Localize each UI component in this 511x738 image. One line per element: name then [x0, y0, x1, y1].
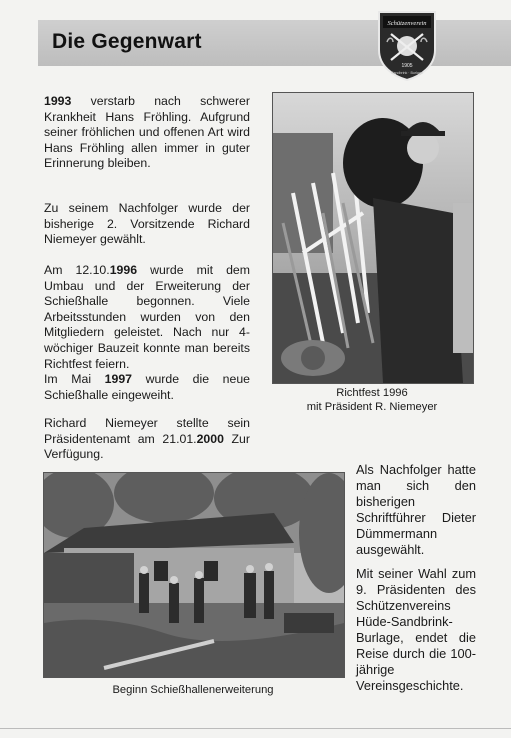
- paragraph-2000-text-b: Zur Verfügung.: [44, 431, 250, 462]
- crest-place: Sandbrink · Burlage: [391, 71, 423, 75]
- paragraph-nachfolger-text: Zu seinem Nachfolger wurde der bisherige 2. Vorsitzende Richard Niemeyer gewählt.: [44, 201, 250, 247]
- year-1996: 1996: [109, 263, 138, 277]
- crest-name: Schützenverein: [387, 20, 427, 27]
- bottom-rule: [0, 728, 511, 729]
- paragraph-1997-text-d: wurde die neue Schießhalle eingeweiht.: [44, 372, 250, 402]
- paragraph-nachfolger: [44, 201, 250, 248]
- year-2000: 2000: [196, 431, 224, 446]
- paragraph-1997-text-c: Im Mai: [44, 372, 105, 387]
- paragraph-1996: [44, 263, 250, 403]
- paragraph-wahl: [356, 566, 476, 694]
- paragraph-2000-text-a: Richard Niemeyer stellte sein Präsidentenamt am 21.01.: [44, 416, 250, 446]
- paragraph-wahl-text: Mit seiner Wahl zum 9. Präsidenten des Schützenvereins Hüde-Sandbrink-Burlage, endet die Reise durch die 100-jährige Vereinsgeschichte.: [356, 566, 476, 693]
- photo-richtfest-image: [273, 93, 473, 383]
- page-title: Die Gegenwart: [52, 30, 202, 53]
- caption-richtfest-line2: mit Präsident R. Niemeyer: [306, 401, 438, 413]
- caption-richtfest: [272, 386, 472, 414]
- paragraph-2000: [44, 416, 250, 463]
- club-crest-icon: [375, 8, 439, 82]
- photo-richtfest: [272, 92, 474, 384]
- caption-schiesshalle: [43, 683, 343, 697]
- caption-schiesshalle-text: Beginn Schießhallenerweiterung: [112, 684, 274, 696]
- year-1997: 1997: [104, 372, 132, 387]
- photo-schiesshalle-image: [44, 473, 344, 677]
- crest-year: 1905: [401, 63, 413, 69]
- caption-richtfest-line1: Richtfest 1996: [336, 387, 408, 399]
- paragraph-1993-text: verstarb nach schwerer Krankheit Hans Fröhling. Aufgrund seiner fröhlichen und offenen Art wird Hans Fröhling allen immer in guter Erinnerung bleiben.: [44, 94, 250, 171]
- photo-schiesshalle: [43, 472, 345, 678]
- paragraph-duemmermann: [356, 462, 476, 558]
- paragraph-1996-text-b: wurde mit dem Umbau und der Erweiterung der Schießhalle begonnen. Viele Arbeitsstunden wurden von den Mitgliedern geleistet. Nach nur 4-wöchiger Bauzeit konnte man bereits Richtfest feiern.: [44, 263, 250, 371]
- paragraph-1996-text-a: Am 12.10.: [44, 263, 110, 277]
- paragraph-1993: [44, 94, 250, 172]
- year-1993: 1993: [44, 94, 72, 108]
- paragraph-duemmermann-text: Als Nachfolger hatte man sich den bisherigen Schriftführer Dieter Dümmermann ausgewählt.: [356, 462, 476, 557]
